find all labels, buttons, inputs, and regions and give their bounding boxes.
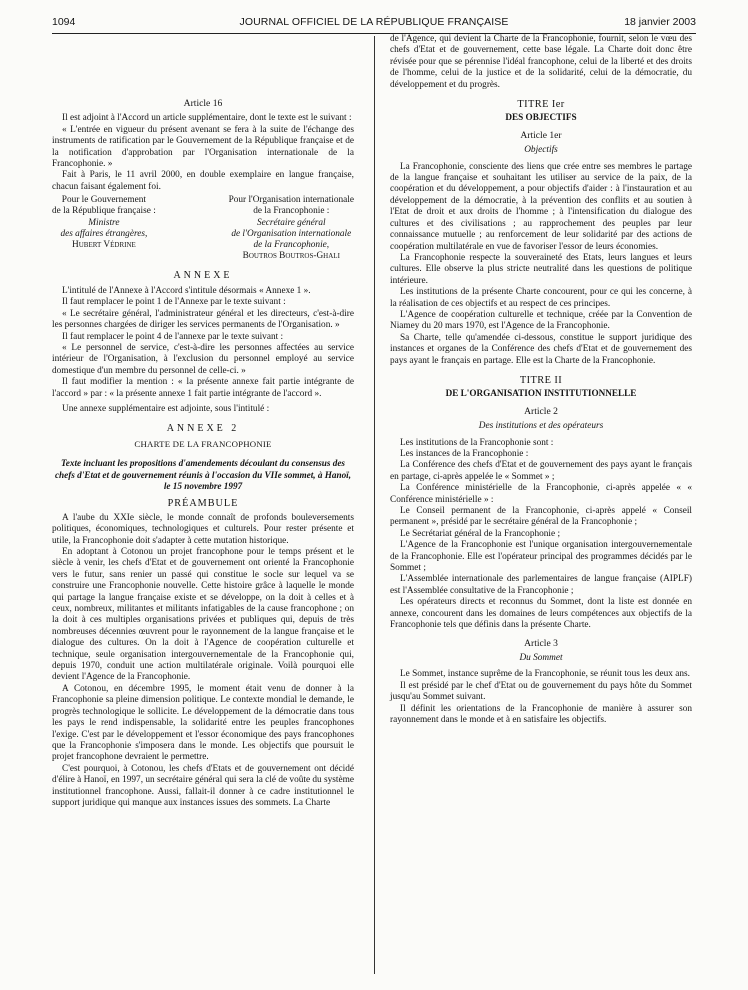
preambule-title: PRÉAMBULE xyxy=(167,498,239,510)
signature-line: Secrétaire général xyxy=(256,217,326,228)
journal-title: JOURNAL OFFICIEL DE LA RÉPUBLIQUE FRANÇAISE xyxy=(239,16,509,28)
signature-left xyxy=(52,195,156,262)
article-1-subtitle: Objectifs xyxy=(524,145,558,156)
signatory-name: Boutros Boutros-Ghali xyxy=(242,251,340,262)
paragraph: La Francophonie respecte la souveraineté des Etats, leurs langues et leurs cultures. Elle observe la plus stricte neutralité dans les questions de politique intérieure. xyxy=(390,252,692,286)
issue-date: 18 janvier 2003 xyxy=(624,16,696,28)
signatory-name: Hubert Védrine xyxy=(72,240,136,251)
paragraph: Sa Charte, telle qu'amendée ci-dessous, constitue le support juridique des instances et organes de la Conférence des chefs d'Etat et de gouvernement des pays ayant le français en partage. Elle est la Charte de la Francophonie. xyxy=(390,332,692,366)
signature-right xyxy=(229,195,354,262)
paragraph: Les institutions de la Francophonie sont : xyxy=(400,437,554,448)
signature-line: Pour l'Organisation internationale xyxy=(228,195,354,206)
article-2-title: Article 2 xyxy=(524,405,558,417)
titre-2: TITRE II xyxy=(519,374,563,386)
paragraph: La Francophonie, consciente des liens que crée entre ses membres le partage de la langue française et souhaitant les utiliser au service de la paix, de la coopération et du développement, a pour objectifs d'aider : à l'instauration et au développement de la démocratie, à la prévention des conflits et au soutien à l'Etat de droit et aux droits de l'homme ; à l'intensification du dialogue des cultures et des civilisations ; au rapprochement des peuples par leur connaissance mutuelle ; au renforcement de leur solidarité par des actions de coopération multilatérale en vue de favoriser l'essor de leurs économies. xyxy=(390,161,692,252)
titre-1: TITRE Ier xyxy=(517,99,565,111)
paragraph: La Conférence ministérielle de la Francophonie, ci-après appelée « « Conférence ministérielle » : xyxy=(390,483,692,505)
charte-heading: CHARTE DE LA FRANCOPHONIE xyxy=(134,438,272,449)
annexe-2-title: ANNEXE 2 xyxy=(166,423,240,435)
signature-line: Ministre xyxy=(88,217,120,228)
page-header xyxy=(52,16,696,32)
paragraph: A l'aube du XXIe siècle, le monde connaît de profonds bouleversements politiques, économiques, technologiques et culturels. Pour rester présente et utile, la Francophonie doit s'adapter à cette mutation historique. xyxy=(52,512,354,546)
signature-line: de la République française : xyxy=(52,206,156,217)
paragraph: A Cotonou, en décembre 1995, le moment était venu de donner à la Francophonie sa pleine dimension politique. Le contexte mondial le demande, le progrès technologique le sollicite. Le développement de la démocratie dans tous les pays le rend indispensable, la solidarité entre les peuples francophones l'exige. C'est par le développement et l'essor économique des pays francophones que la Francophonie s'imposera dans le monde. Les objectifs que poursuit le projet francophone devraient le permettre. xyxy=(52,683,354,763)
paragraph: Les institutions de la présente Charte concourent, pour ce qui les concerne, à la réalisation de ces objectifs et au respect de ces principes. xyxy=(390,287,692,309)
paragraph: Il faut modifier la mention : « la présente annexe fait partie intégrante de l'accord » par : « la présente annexe 1 fait partie intégrante de l'accord ». xyxy=(52,377,354,399)
paragraph: Les instances de la Francophonie : xyxy=(400,449,529,459)
signature-line: de l'Organisation internationale xyxy=(231,228,352,239)
titre-2-subtitle: DE L'ORGANISATION INSTITUTIONNELLE xyxy=(445,388,637,399)
article-2-subtitle: Des institutions et des opérateurs xyxy=(478,421,604,432)
article-3-title: Article 3 xyxy=(524,637,558,649)
signature-line: des affaires étrangères, xyxy=(60,228,148,239)
paragraph: Les opérateurs directs et reconnus du Sommet, dont la liste est donnée en annexe, concourent dans les domaines de leurs compétences aux objectifs de la Francophonie tels que définis dans la présente Charte. xyxy=(390,597,692,631)
paragraph: Il faut remplacer le point 4 de l'annexe par le texte suivant : xyxy=(62,331,284,342)
annexe-title: ANNEXE xyxy=(173,270,233,282)
article-16-title: Article 16 xyxy=(183,98,223,109)
paragraph: « L'entrée en vigueur du présent avenant se fera à la suite de l'échange des instruments de ratification par le Gouvernement de la République française et de la notification d'approbation par l'Organisation internationale de la Francophonie. » xyxy=(52,124,354,170)
paragraph: L'Agence de la Francophonie est l'unique organisation intergouvernementale de la Francophonie. Elle est l'opérateur principal des programmes décidés par le Sommet ; xyxy=(390,540,692,574)
paragraph: Il faut remplacer le point 1 de l'Annexe par le texte suivant : xyxy=(62,297,286,308)
paragraph: Il est présidé par le chef d'Etat ou de gouvernement du pays hôte du Sommet jusqu'au Sommet suivant. xyxy=(390,680,692,703)
paragraph: En adoptant à Cotonou un projet francophone pour le temps présent et le siècle à venir, les chefs d'Etat et de gouvernement ont orienté la Francophonie vers le futur, sans renier un passé qui constitue le socle sur lequel va se construire une Francophonie nouvelle. Cette histoire grâce à laquelle le monde qui partage la langue française existe et se développe, on la doit à celles et à ceux, nombreux, militantes et militants infatigables de la cause francophone ; on la doit à ces multiples organisations privées et publiques qui, depuis de très nombreuses décennies œuvrent pour le rayonnement de la langue française et le dialogue des cultures. On la doit à l'Agence de coopération culturelle et technique, seule organisation intergouvernementale de la Francophonie qui, depuis 1970, conduit une action multilatérale originale. Voilà pourquoi elle devient l'Agence de la Francophonie. xyxy=(52,547,354,683)
article-1-title: Article 1er xyxy=(520,129,562,141)
paragraph: Il définit les orientations de la Francophonie de manière à assurer son rayonnement dans le monde et à en satisfaire les objectifs. xyxy=(390,703,692,725)
paragraph: Une annexe supplémentaire est adjointe, sous l'intitulé : xyxy=(62,403,270,414)
paragraph: La Conférence des chefs d'Etat et de gouvernement des pays ayant le français en partage, ci-après appelée le « Sommet » ; xyxy=(390,460,692,482)
paragraph: « Le personnel de service, c'est-à-dire les personnes affectées au service intérieur de l'Organisation, à l'exclusion du personnel employé au service domestique d'un membre du personnel de celle-ci. » xyxy=(52,342,354,376)
paragraph: Le Conseil permanent de la Francophonie, ci-après appelé « Conseil permanent », présidé par le secrétaire général de la Francophonie ; xyxy=(390,506,692,528)
paragraph: C'est pourquoi, à Cotonou, les chefs d'Etats et de gouvernement ont décidé d'élire à Hanoï, en 1997, un secrétaire général qui sera la clé de voûte du système institutionnel francophone. Aussi, fallait-il donner à ce cadre institutionnel le support juridique qui manque aux instances issues des sommets. La Charte xyxy=(52,763,354,808)
paragraph: Le Sommet, instance suprême de la Francophonie, se réunit tous les deux ans. xyxy=(400,669,690,680)
page-number: 1094 xyxy=(52,16,76,28)
paragraph: Fait à Paris, le 11 avril 2000, en double exemplaire en langue française, chacun faisant également foi. xyxy=(52,170,354,192)
column-divider xyxy=(374,36,375,974)
article-3-subtitle: Du Sommet xyxy=(519,652,563,663)
paragraph: L'intitulé de l'Annexe à l'Accord s'intitule désormais « Annexe 1 ». xyxy=(62,285,311,296)
signature-block xyxy=(52,195,354,262)
paragraph: L'Assemblée internationale des parlementaires de langue française (AIPLF) est l'Assemblée consultative de la Francophonie ; xyxy=(390,574,692,596)
paragraph: « Le secrétaire général, l'administrateur général et les directeurs, c'est-à-dire les personnes chargées de diriger les services permanents de l'Organisation. » xyxy=(52,308,354,331)
signature-line: de la Francophonie, xyxy=(253,240,330,251)
left-column xyxy=(52,92,354,809)
right-column xyxy=(390,34,692,726)
signature-line: Pour le Gouvernement xyxy=(61,195,146,206)
paragraph: L'Agence de coopération culturelle et technique, créée par la Convention de Niamey du 20 mars 1970, est l'Agence de la Francophonie. xyxy=(390,309,692,332)
signature-line: de la Francophonie : xyxy=(253,206,330,217)
paragraph: Il est adjoint à l'Accord un article supplémentaire, dont le texte est le suivant : xyxy=(62,113,352,124)
paragraph: Le Secrétariat général de la Francophonie ; xyxy=(400,528,561,539)
paragraph: de l'Agence, qui devient la Charte de la Francophonie, fournit, selon le vœu des chefs d'Etat et de gouvernement, cette base légale. La Charte doit donc être révisée pour que se pérennise l'idéal francophone, celui de la liberté et des droits de l'homme, celui de la justice et de la solidarité, celui de la démocratie, du développement et du progrès. xyxy=(390,34,692,90)
charte-subtitle: Texte incluant les propositions d'amendements découlant du consensus des chefs d'Etat et de gouvernement réunis à l'occasion du VIIe sommet, à Hanoï, le 15 novembre 1997 xyxy=(54,458,352,491)
titre-1-subtitle: DES OBJECTIFS xyxy=(505,112,577,123)
